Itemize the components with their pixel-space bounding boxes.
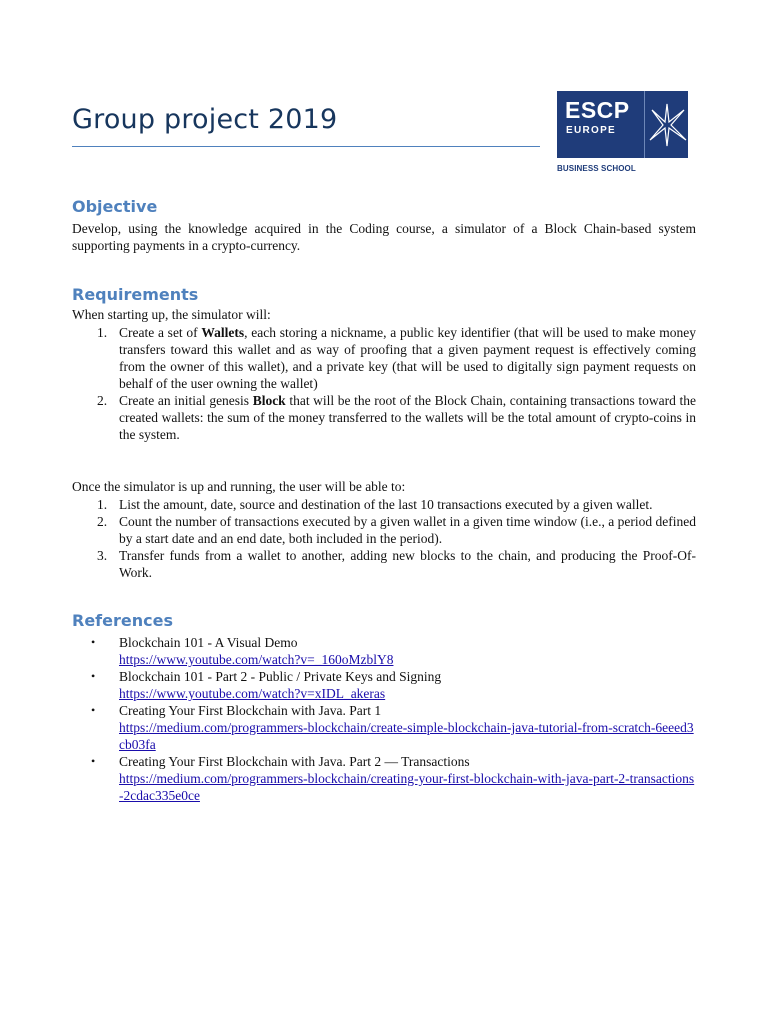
list-text: List the amount, date, source and destination of the last 10 transactions executed by a given wallet. [119,497,653,512]
list-bold-term: Wallets [201,325,245,340]
reference-item [72,668,696,702]
reference-item [72,702,696,753]
title-underline [72,146,540,147]
list-item [72,324,696,392]
list-item [72,392,696,443]
requirements-heading: Requirements [72,285,199,304]
list-item [72,496,696,513]
running-list [72,496,696,581]
reference-title: Blockchain 101 - Part 2 - Public / Private Keys and Signing [119,669,442,684]
list-number: 1. [97,325,108,340]
list-text: Create an initial genesis [119,393,253,408]
list-text: Transfer funds from a wallet to another, adding new blocks to the chain, and producing the Proof-Of-Work. [119,548,696,580]
star-icon [646,100,688,150]
reference-link[interactable]: https://www.youtube.com/watch?v=_160oMzblY8 [119,652,394,667]
list-bold-term: Block [252,393,286,408]
references-heading: References [72,611,173,630]
list-number: 2. [97,514,108,529]
bullet-icon: • [91,635,96,649]
list-number: 2. [97,393,108,408]
list-text: that will be the root of the Block Chain, containing transactions toward the created wallets: the sum of the money transferred to the wallets will be the total amount of crypto-coins in the system. [119,393,697,442]
references-list [72,634,696,804]
objective-text: Develop, using the knowledge acquired in the Coding course, a simulator of a Block Chain-based system supporting payments in a crypto-currency. [72,221,696,253]
reference-item [72,753,696,804]
reference-title: Creating Your First Blockchain with Java. Part 2 — Transactions [119,754,470,769]
list-item [72,547,696,581]
logo-text-escp: ESCP [565,97,630,123]
bullet-icon: • [91,669,96,683]
reference-title: Creating Your First Blockchain with Java. Part 1 [119,703,382,718]
bullet-icon: • [91,754,96,768]
logo-text-europe: EUROPE [566,125,617,136]
reference-link[interactable]: https://medium.com/programmers-blockchain/creating-your-first-blockchain-with-java-part-2-transactions-2cdac335e0ce [119,771,695,803]
logo-tagline: BUSINESS SCHOOL [557,164,636,173]
list-number: 3. [97,548,108,563]
logo-divider [644,91,645,158]
escp-logo [557,91,688,158]
reference-link[interactable]: https://www.youtube.com/watch?v=xIDL_akeras [119,686,386,701]
list-text: Create a set of [119,325,202,340]
reference-link[interactable]: https://medium.com/programmers-blockchain/create-simple-blockchain-java-tutorial-from-scratch-6eeed3cb03fa [119,720,694,752]
list-number: 1. [97,497,108,512]
reference-title: Blockchain 101 - A Visual Demo [119,635,298,650]
reference-item [72,634,696,668]
page-title: Group project 2019 [72,104,338,135]
requirements-intro: When starting up, the simulator will: [72,307,271,322]
bullet-icon: • [91,703,96,717]
list-item [72,513,696,547]
running-intro: Once the simulator is up and running, the user will be able to: [72,479,406,494]
list-text: Count the number of transactions executed by a given wallet in a given time window (i.e., a period defined by a start date and an end date, both included in the period). [119,514,696,546]
objective-heading: Objective [72,197,158,216]
startup-list [72,324,696,443]
list-text: , each storing a nickname, a public key identifier (that will be used to make money transfers toward this wallet and as way of proofing that a given payment request is effectively coming from the owner of this wallet), and a private key (that will be used to digitally sign payment requests on behalf of the user owning the wallet) [119,325,697,391]
